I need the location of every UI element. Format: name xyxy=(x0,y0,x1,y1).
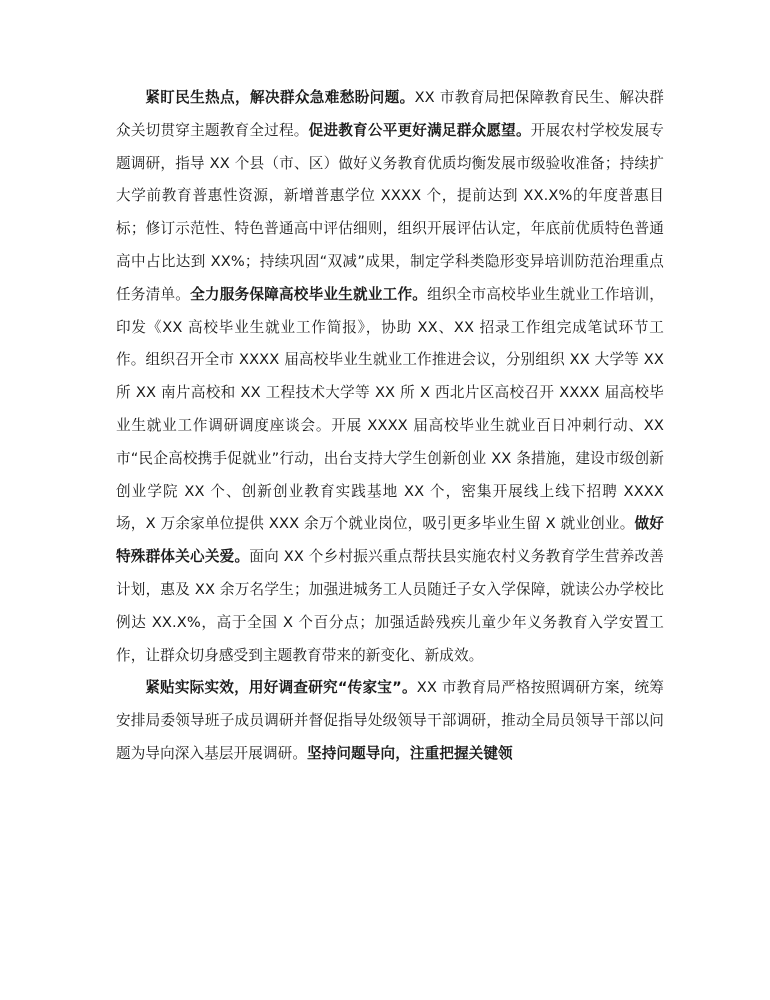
paragraph-investigation-research xyxy=(116,672,664,770)
heading-education-equity: 促进教育公平更好满足群众愿望。 xyxy=(308,121,531,139)
body-text: XX 市教育局把保障教育民生、解决群众关切贯穿主题教育全过程。 xyxy=(116,89,664,139)
body-text: 开展农村学校发展专题调研，指导 XX 个县（市、区）做好义务教育优质均衡发展市级验收准备；持续扩大学前教育普惠性资源，新增普惠学位 XXXX 个，提前达到 XX.X%的年度普惠目标；修订示范性、特色普通高中评估细则，组织开展评估认定，年底前优质特色普通高中占比达到 XX%；持续巩固“双减”成果，制定学科类隐形变异培训防范治理重点任务清单。 xyxy=(116,121,664,303)
heading-problem-oriented: 坚持问题导向，注重把握关键领 xyxy=(307,744,513,762)
heading-practical-results: 紧贴实际实效，用好调查研究“传家宝”。 xyxy=(145,679,417,697)
heading-special-groups: 做好特殊群体关心关爱。 xyxy=(116,515,665,566)
body-text: 面向 XX 个乡村振兴重点帮扶县实施农村义务教育学生营养改善计划，惠及 XX 余万名学生；加强进城务工人员随迁子女入学保障，就读公办学校比例达 XX.X%，高于全国 X 个百分点；加强适龄残疾儿童少年义务教育入学安置工作，让群众切身感受到主题教育带来的新变化、新成效。 xyxy=(116,548,665,664)
body-text: XX 市教育局严格按照调研方案，统筹安排局委领导班子成员调研并督促指导处级领导干部调研，推动全局员领导干部以问题为导向深入基层开展调研。 xyxy=(116,679,664,762)
paragraph-people-livelihood xyxy=(116,82,664,672)
heading-livelihood-hotspots: 紧盯民生热点，解决群众急难愁盼问题。 xyxy=(145,89,415,106)
heading-graduate-employment: 全力服务保障高校毕业生就业工作。 xyxy=(190,285,428,303)
body-text: 组织全市高校毕业生就业工作培训，印发《XX 高校毕业生就业工作简报》，协助 XX、XX 招录工作组完成笔试环节工作。组织召开全市 XXXX 届高校毕业生就业工作推进会议，分别组织 XX 大学等 XX 所 XX 南片高校和 XX 工程技术大学等 XX 所 X 西北片区高校召开 XXXX 届高校毕业生就业工作调研调度座谈会。开展 XXXX 届高校毕业生就业百日冲刺行动、XX 市“民企高校携手促就业”行动，出台支持大学生创新创业 XX 条措施，建设市级创新创业学院 XX 个、创新创业教育实践基地 XX 个，密集开展线上线下招聘 XXXX 场，X 万余家单位提供 XXX 余万个就业岗位，吸引更多毕业生留 X 就业创业。 xyxy=(116,285,664,533)
document-page xyxy=(116,82,664,771)
